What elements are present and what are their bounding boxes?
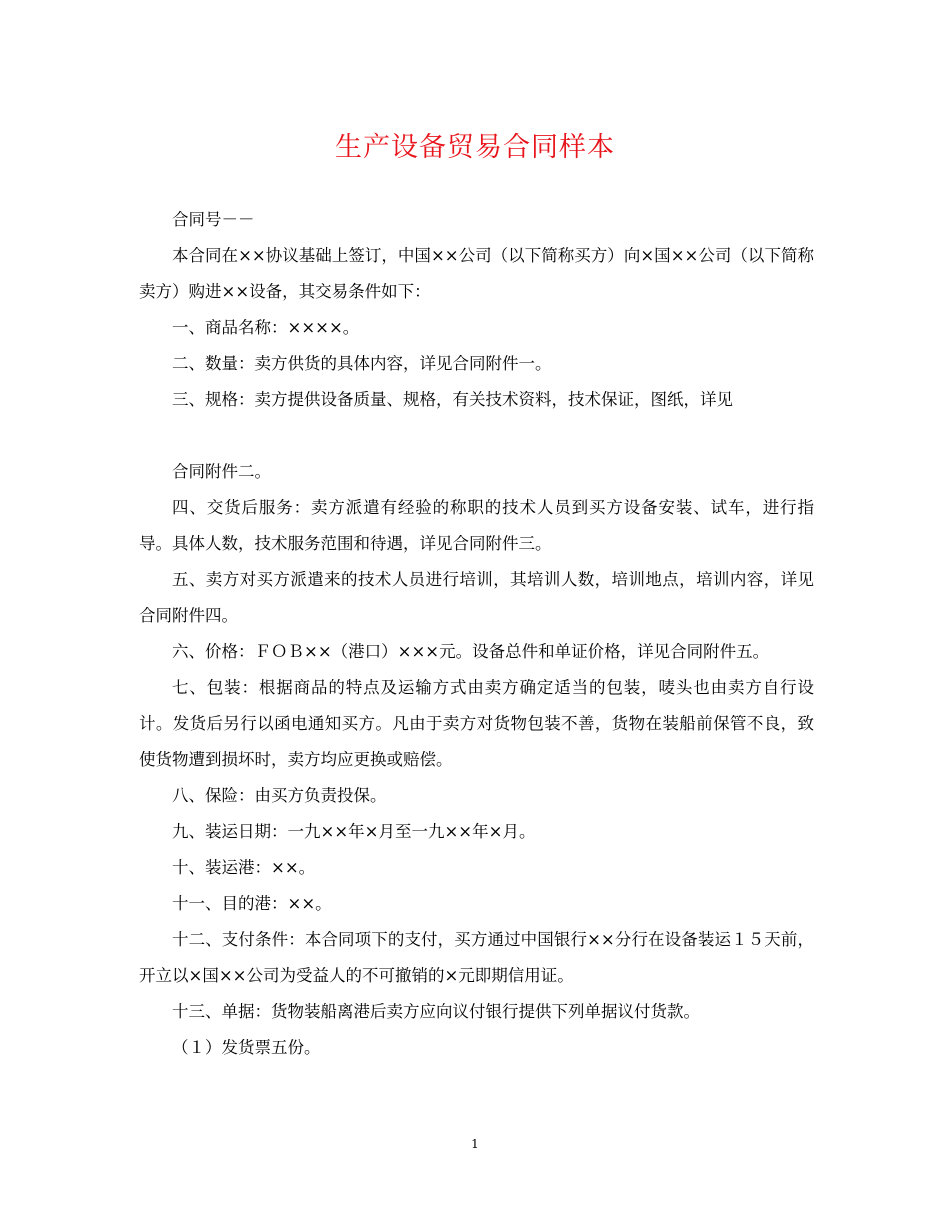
clause-6-price: 六、价格：ＦＯＢ××（港口）×××元。设备总件和单证价格，详见合同附件五。 (172, 642, 770, 661)
document-body (139, 202, 814, 1066)
clause-2-quantity: 二、数量：卖方供货的具体内容，详见合同附件一。 (172, 354, 552, 373)
clause-4-after-sales-service: 四、交货后服务：卖方派遣有经验的称职的技术人员到买方设备安装、试车，进行指导。具体人数，技术服务范围和待遇，详见合同附件三。 (139, 498, 814, 553)
clause-13-documents: 十三、单据：货物装船离港后卖方应向议付银行提供下列单据议付货款。 (172, 1002, 700, 1021)
page-number: 1 (471, 1137, 479, 1151)
contract-preamble: 本合同在××协议基础上签订，中国××公司（以下简称买方）向×国××公司（以下简称卖方）购进××设备，其交易条件如下： (139, 246, 814, 301)
clause-12-payment-terms: 十二、支付条件：本合同项下的支付，买方通过中国银行××分行在设备装运１５天前，开立以×国××公司为受益人的不可撤销的×元即期信用证。 (139, 930, 814, 985)
clause-3-specification: 三、规格：卖方提供设备质量、规格，有关技术资料，技术保证，图纸，详见 (172, 390, 733, 409)
clause-3-continuation: 合同附件二。 (172, 462, 271, 481)
clause-11-destination-port: 十一、目的港：××。 (172, 894, 332, 913)
clause-8-insurance: 八、保险：由买方负责投保。 (172, 786, 387, 805)
paragraph-gap (139, 418, 814, 454)
clause-5-training: 五、卖方对买方派遣来的技术人员进行培训，其培训人数，培训地点，培训内容，详见合同附件四。 (139, 570, 814, 625)
clause-1-product-name: 一、商品名称：××××。 (172, 318, 360, 337)
document-title: 生产设备贸易合同样本 (335, 132, 615, 163)
clause-7-packing: 七、包装：根据商品的特点及运输方式由卖方确定适当的包装，唛头也由卖方自行设计。发货后另行以函电通知买方。凡由于卖方对货物包装不善，货物在装船前保管不良，致使货物遭到损坏时，卖方均应更换或赔偿。 (139, 678, 814, 769)
document-item-invoice: （１）发货票五份。 (172, 1038, 321, 1057)
contract-number: 合同号－－ (172, 210, 255, 229)
clause-10-loading-port: 十、装运港：××。 (172, 858, 316, 877)
clause-9-shipment-date: 九、装运日期：一九××年×月至一九××年×月。 (172, 822, 536, 841)
